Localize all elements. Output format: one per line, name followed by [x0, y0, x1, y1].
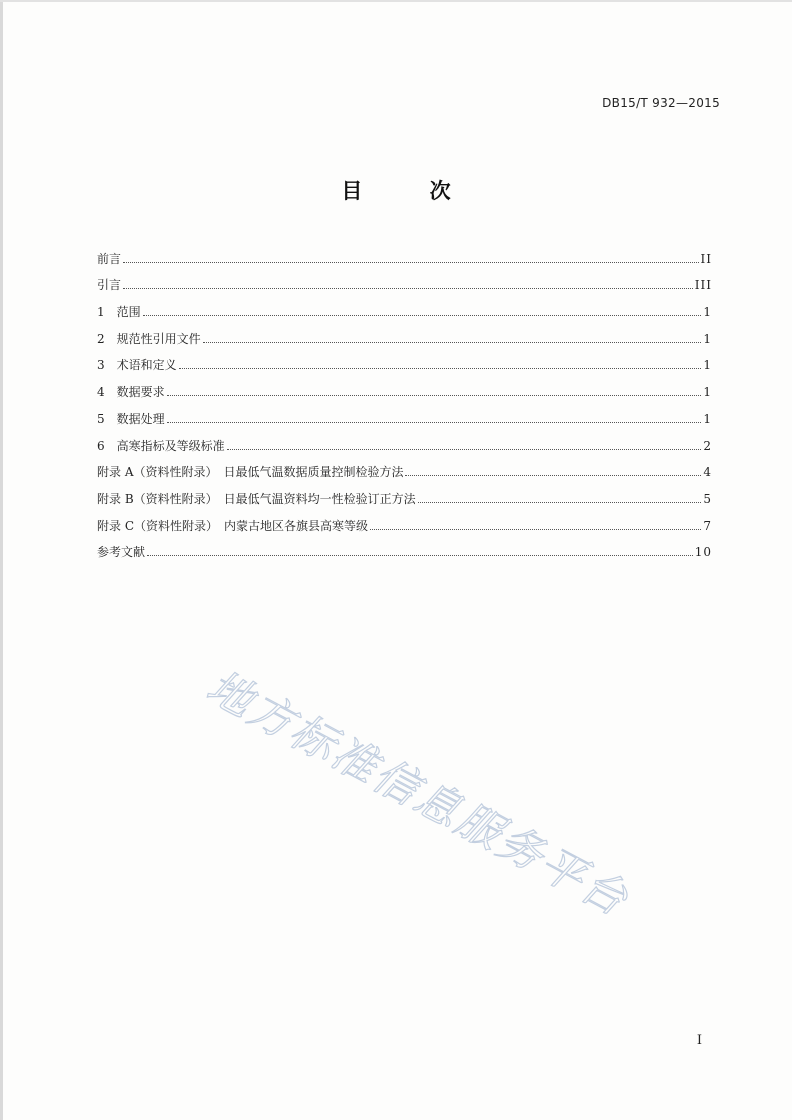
toc-dot-leader [227, 449, 702, 450]
toc-entry-data-processing[interactable] [97, 399, 712, 426]
toc-entry-page: 2 [703, 438, 712, 453]
toc-entry-page: 1 [703, 385, 712, 400]
toc-dot-leader [418, 502, 702, 503]
toc-entry-label: 参考文献 [97, 545, 146, 560]
toc-entry-introduction[interactable] [97, 266, 712, 293]
toc-entry-label: 附录 B（资料性附录） 日最低气温资料均一性检验订正方法 [97, 491, 416, 506]
toc-dot-leader [370, 529, 701, 530]
toc-entry-data-requirements[interactable] [97, 372, 712, 399]
toc-dot-leader [179, 368, 702, 369]
toc-entry-indicators-grades[interactable] [97, 426, 712, 453]
toc-entry-page: 4 [703, 465, 712, 480]
toc-entry-scope[interactable] [97, 292, 712, 319]
toc-entry-label: 引言 [97, 278, 122, 293]
toc-entry-label: 6 高寒指标及等级标准 [97, 438, 225, 453]
toc-entry-label: 1 范围 [97, 305, 141, 320]
watermark-text: 地方标准信息服务平台 [198, 661, 638, 927]
toc-dot-leader [167, 395, 702, 396]
toc-dot-leader [143, 315, 702, 316]
toc-entry-page: 1 [703, 358, 712, 373]
toc-dot-leader [123, 262, 699, 263]
toc-entry-terms-definitions[interactable] [97, 346, 712, 373]
toc-entry-page: 10 [694, 545, 712, 560]
toc-entry-page: III [694, 278, 712, 293]
toc-entry-page: II [700, 251, 712, 266]
toc-dot-leader [405, 475, 701, 476]
toc-entry-page: 5 [703, 491, 712, 506]
toc-entry-appendix-a[interactable] [97, 453, 712, 480]
toc-dot-leader [203, 342, 702, 343]
toc-entry-label: 4 数据要求 [97, 385, 165, 400]
scan-edge-left [0, 0, 3, 1120]
toc-entry-label: 3 术语和定义 [97, 358, 177, 373]
toc-entry-page: 1 [703, 331, 712, 346]
toc-dot-leader [123, 288, 693, 289]
toc-entry-appendix-c[interactable] [97, 506, 712, 533]
document-code: DB15/T 932—2015 [602, 96, 720, 110]
toc-entry-page: 1 [703, 305, 712, 320]
toc-entry-page: 1 [703, 411, 712, 426]
toc-entry-bibliography[interactable] [97, 533, 712, 560]
toc-dot-leader [147, 555, 693, 556]
toc-entry-page: 7 [703, 518, 712, 533]
toc-entry-label: 附录 A（资料性附录） 日最低气温数据质量控制检验方法 [97, 465, 404, 480]
scan-edge-top [0, 0, 792, 2]
toc-list [97, 239, 712, 559]
page-number: I [696, 1033, 702, 1048]
toc-title: 目 次 [341, 179, 481, 203]
toc-entry-label: 附录 C（资料性附录） 内蒙古地区各旗县高寒等级 [97, 518, 368, 533]
toc-entry-label: 2 规范性引用文件 [97, 331, 201, 346]
toc-entry-appendix-b[interactable] [97, 479, 712, 506]
toc-dot-leader [167, 422, 702, 423]
toc-entry-normative-references[interactable] [97, 319, 712, 346]
toc-entry-label: 前言 [97, 251, 122, 266]
toc-entry-foreword[interactable] [97, 239, 712, 266]
toc-entry-label: 5 数据处理 [97, 411, 165, 426]
